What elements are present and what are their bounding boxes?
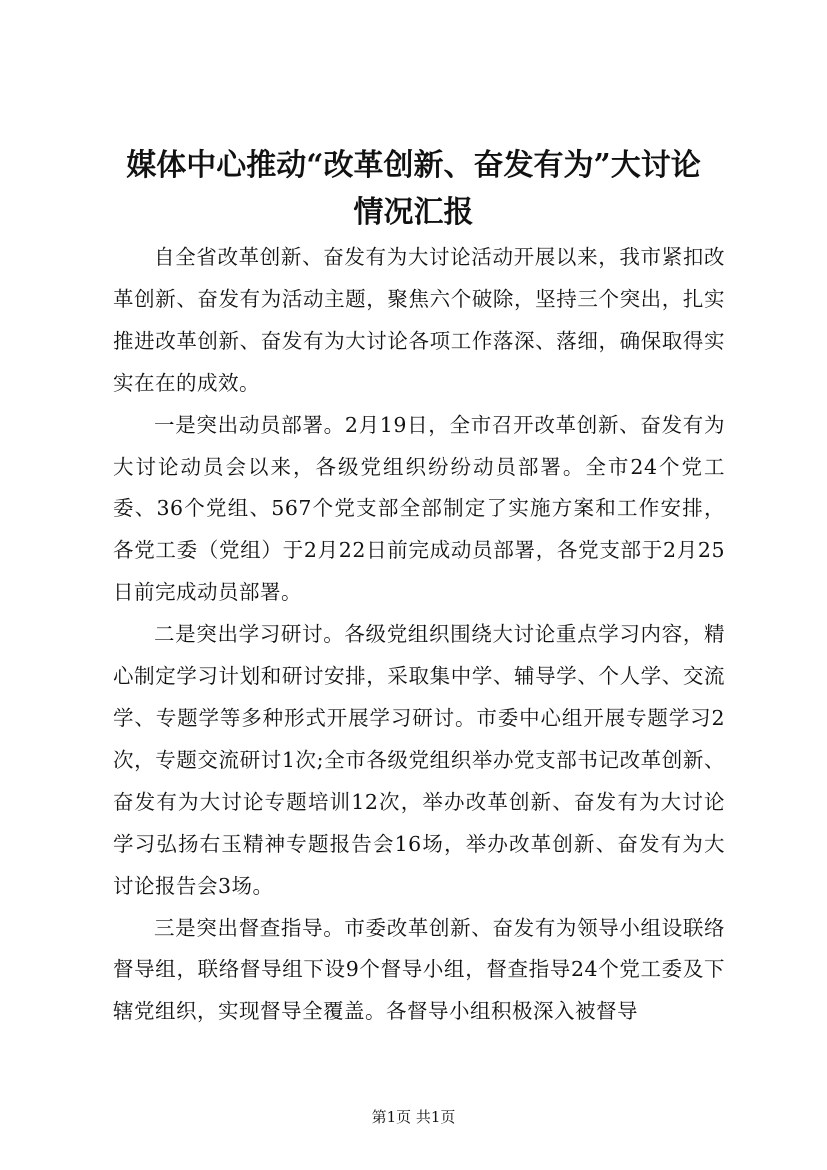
- paragraph-study: 二是突出学习研讨。各级党组织围绕大讨论重点学习内容，精心制定学习计划和研讨安排，采取集中学、辅导学、个人学、交流学、专题学等多种形式开展学习研讨。市委中心组开展专题学习2次，专题交流研讨1次;全市各级党组织举办党支部书记改革创新、奋发有为大讨论专题培训12次，举办改革创新、奋发有为大讨论学习弘扬右玉精神专题报告会16场，举办改革创新、奋发有为大讨论报告会3场。: [113, 622, 725, 898]
- paragraph-supervision: 三是突出督查指导。市委改革创新、奋发有为领导小组设联络督导组，联络督导组下设9个督导小组，督查指导24个党工委及下辖党组织，实现督导全覆盖。各督导小组积极深入被督导: [113, 915, 725, 1024]
- paragraph-mobilization: 一是突出动员部署。2月19日，全市召开改革创新、奋发有为大讨论动员会以来，各级党组织纷纷动员部署。全市24个党工委、36个党组、567个党支部全部制定了实施方案和工作安排，各党工委（党组）于2月22日前完成动员部署，各党支部于2月25日前完成动员部署。: [113, 412, 725, 605]
- document-title-line-2: 情况汇报: [353, 195, 474, 230]
- paragraph-intro: 自全省改革创新、奋发有为大讨论活动开展以来，我市紧扣改革创新、奋发有为活动主题，聚焦六个破除，坚持三个突出，扎实推进改革创新、奋发有为大讨论各项工作落深、落细，确保取得实实在在的成效。: [113, 245, 725, 395]
- document-body: [113, 237, 725, 1033]
- page-number-footer: 第1页 共1页: [371, 1108, 456, 1126]
- document-title-line-1: 媒体中心推动“改革创新、奋发有为”大讨论: [126, 148, 701, 183]
